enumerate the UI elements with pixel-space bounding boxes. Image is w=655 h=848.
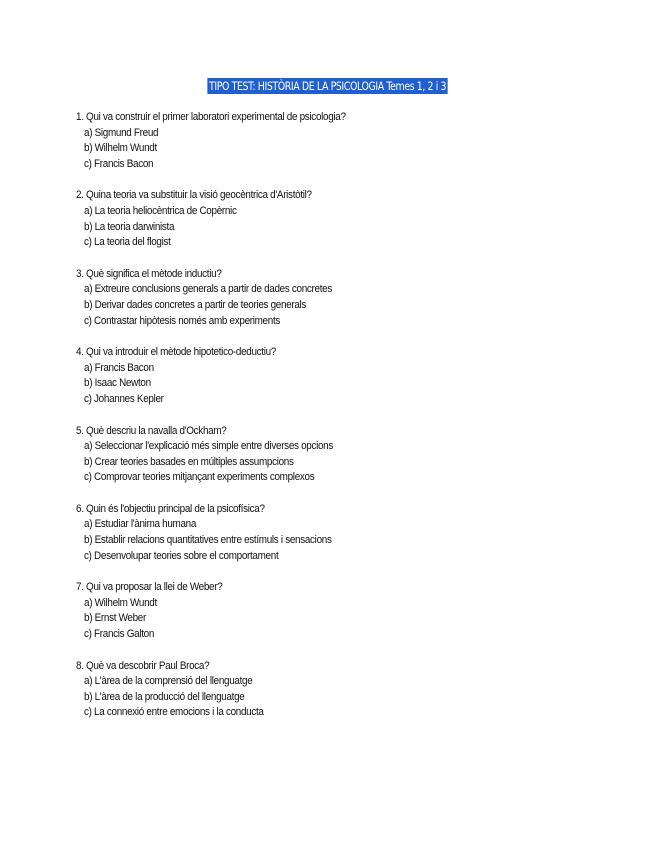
option-c: c) Francis Bacon — [84, 157, 154, 170]
option-a: a) Estudiar l'ànima humana — [84, 518, 197, 531]
option-a: a) L'àrea de la comprensió del llenguatge — [84, 675, 253, 688]
question-text: 8. Què va descobrir Paul Broca? — [76, 659, 210, 672]
option-c: c) Johannes Kepler — [84, 392, 164, 405]
option-b: b) Wilhelm Wundt — [84, 142, 157, 155]
option-b: b) Ernst Weber — [84, 612, 146, 625]
option-c: c) Francis Galton — [84, 628, 155, 641]
option-a: a) Francis Bacon — [84, 361, 154, 374]
question-6 — [76, 502, 596, 564]
options — [84, 361, 596, 408]
document-title[interactable]: TIPO TEST: HISTÒRIA DE LA PSICOLOGIA Temes 1, 2 i 3 — [208, 79, 447, 93]
question-8 — [76, 659, 596, 721]
option-b: b) La teoria darwinista — [84, 220, 175, 233]
option-b: b) Establir relacions quantitatives entre estímuls i sensacions — [84, 534, 332, 547]
question-text: 4. Qui va introduir el mètode hipotetico-deductiu? — [76, 346, 276, 359]
question-list — [76, 110, 596, 737]
question-5 — [76, 424, 596, 486]
option-c: c) Desenvolupar teories sobre el comportament — [84, 549, 279, 562]
title-container — [0, 77, 655, 95]
options — [84, 674, 596, 721]
question-1 — [76, 110, 596, 172]
question-2 — [76, 188, 596, 250]
option-a: a) Seleccionar l'explicació més simple entre diverses opcions — [84, 440, 334, 453]
options — [84, 126, 596, 173]
options — [84, 596, 596, 643]
options — [84, 517, 596, 564]
options — [84, 282, 596, 329]
option-b: b) Isaac Newton — [84, 377, 151, 390]
question-text: 5. Què descriu la navalla d'Ockham? — [76, 424, 227, 437]
option-b: b) Crear teories basades en múltiples assumpcions — [84, 455, 294, 468]
option-c: c) Comprovar teories mitjançant experiments complexos — [84, 471, 315, 484]
option-b: b) Derivar dades concretes a partir de teories generals — [84, 298, 307, 311]
option-a: a) Extreure conclusions generals a partir de dades concretes — [84, 283, 333, 296]
option-a: a) Wilhelm Wundt — [84, 596, 157, 609]
option-b: b) L'àrea de la producció del llenguatge — [84, 690, 245, 703]
options — [84, 439, 596, 486]
option-c: c) La teoria del flogist — [84, 236, 171, 249]
option-c: c) Contrastar hipòtesis només amb experiments — [84, 314, 281, 327]
question-text: 6. Quin és l'objectiu principal de la psicofísica? — [76, 502, 265, 515]
question-7 — [76, 580, 596, 642]
question-4 — [76, 345, 596, 407]
option-c: c) La connexió entre emocions i la conducta — [84, 706, 264, 719]
question-text: 3. Què significa el mètode inductiu? — [76, 267, 222, 280]
option-a: a) Sigmund Freud — [84, 126, 159, 139]
question-3 — [76, 267, 596, 329]
option-a: a) La teoria heliocèntrica de Copèrnic — [84, 204, 237, 217]
options — [84, 204, 596, 251]
question-text: 2. Quina teoria va substituir la visió geocèntrica d'Aristòtil? — [76, 189, 312, 202]
question-text: 7. Qui va proposar la llei de Weber? — [76, 581, 223, 594]
question-text: 1. Qui va construir el primer laboratori experimental de psicologia? — [76, 111, 346, 123]
